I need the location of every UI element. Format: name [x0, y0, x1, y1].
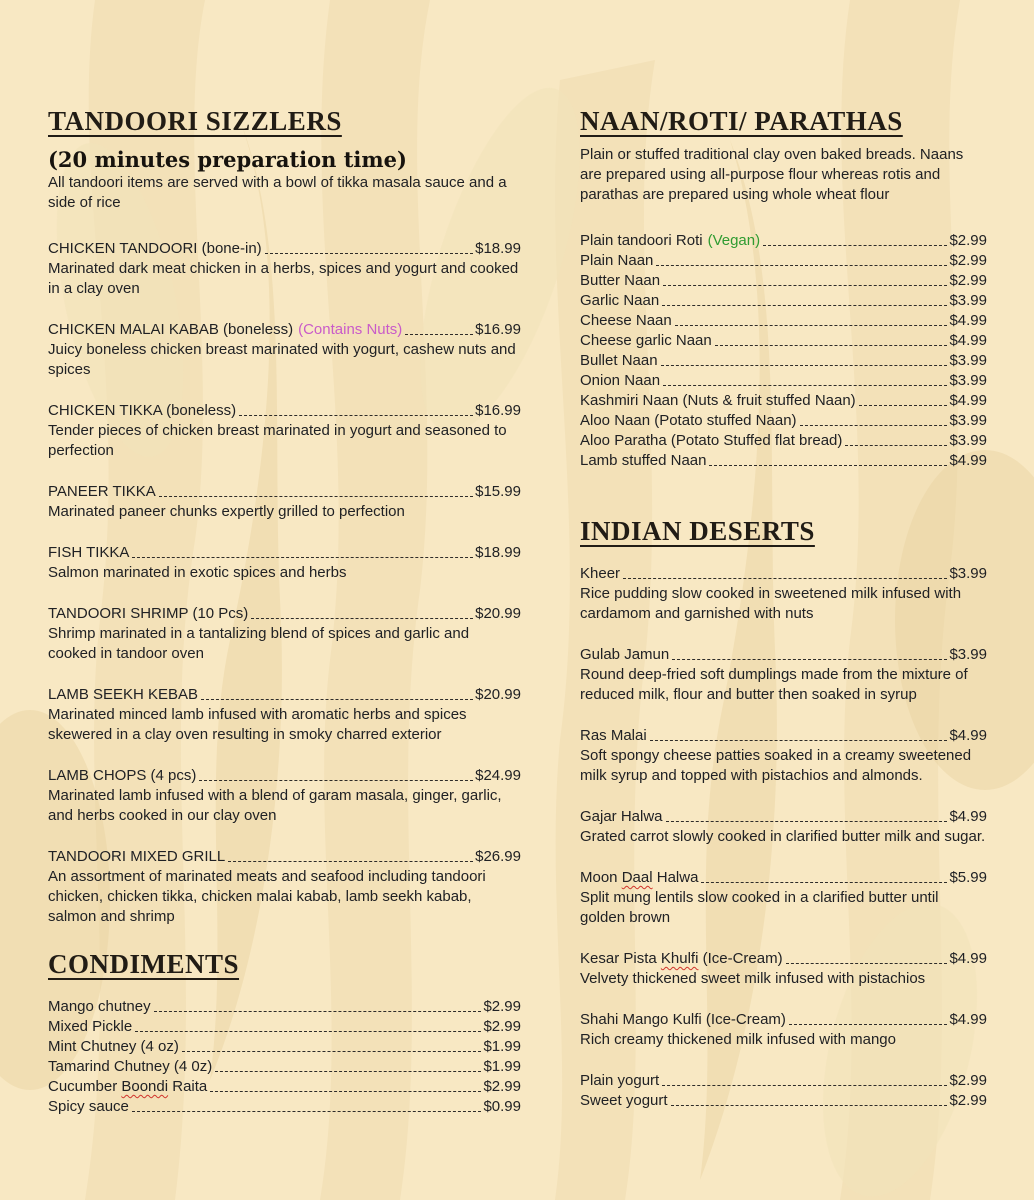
- menu-item: [48, 1037, 521, 1057]
- menu-item: [48, 1057, 521, 1077]
- section-title: NAAN/ROTI/ PARATHAS: [580, 106, 903, 136]
- item-price: $3.99: [949, 564, 987, 582]
- dotted-leader: [859, 405, 948, 406]
- item-price: $4.99: [949, 452, 987, 470]
- item-row: [580, 331, 987, 351]
- menu-item: [580, 291, 987, 311]
- item-row: [48, 320, 521, 340]
- item-name: CHICKEN TIKKA (boneless): [48, 402, 237, 420]
- item-price: $18.99: [475, 240, 521, 258]
- menu-item: [48, 401, 521, 461]
- item-name: Aloo Paratha (Potato Stuffed flat bread): [580, 432, 843, 450]
- menu-item: [48, 320, 521, 380]
- item-price: $2.99: [949, 252, 987, 270]
- item-name: Butter Naan: [580, 272, 661, 290]
- menu-item: [48, 997, 521, 1017]
- item-description: Rice pudding slow cooked in sweetened milk infused with cardamom and garnished with nuts: [580, 584, 962, 622]
- dotted-leader: [159, 496, 473, 497]
- item-row: [580, 231, 987, 251]
- menu-item: [580, 645, 987, 705]
- item-description: Salmon marinated in exotic spices and herbs: [48, 564, 347, 582]
- menu-item: [580, 564, 987, 624]
- dotted-leader: [675, 325, 948, 326]
- dotted-leader: [210, 1091, 481, 1092]
- item-price: $2.99: [949, 1071, 987, 1089]
- item-row: [580, 868, 987, 888]
- item-price: $0.99: [483, 1097, 521, 1115]
- item-name: Cucumber Boondi Raita: [48, 1077, 208, 1095]
- item-name: Kheer: [580, 564, 621, 582]
- menu-item: [580, 1091, 987, 1111]
- section-note: All tandoori items are served with a bowl of tikka masala sauce and a side of rice: [48, 174, 507, 212]
- item-name: Cheese garlic Naan: [580, 332, 712, 350]
- menu-item: [580, 351, 987, 371]
- dotted-leader: [715, 345, 948, 346]
- item-name: Plain yogurt: [580, 1071, 660, 1089]
- item-row: [580, 726, 987, 746]
- item-row: [48, 543, 521, 563]
- menu-item: [580, 1071, 987, 1091]
- menu-item: [580, 411, 987, 431]
- section-title: CONDIMENTS: [48, 949, 240, 980]
- dotted-leader: [228, 861, 473, 862]
- item-row: [48, 401, 521, 421]
- item-description: Velvety thickened sweet milk infused with pistachios: [580, 969, 926, 987]
- dotted-leader: [656, 265, 947, 266]
- item-name: FISH TIKKA: [48, 544, 130, 562]
- dotted-leader: [132, 557, 473, 558]
- dotted-leader: [623, 578, 947, 579]
- dotted-leader: [789, 1024, 948, 1025]
- item-name: Ras Malai: [580, 726, 647, 744]
- item-name: CHICKEN TANDOORI (bone-in): [48, 240, 262, 258]
- item-name: Kesar Pista Khulfi (Ice-Cream): [580, 949, 783, 967]
- item-row: [580, 311, 987, 331]
- dotted-leader: [662, 305, 947, 306]
- item-row: [580, 291, 987, 311]
- item-price: $2.99: [949, 232, 987, 250]
- item-price: $4.99: [949, 332, 987, 350]
- dotted-leader: [182, 1051, 482, 1052]
- section-subtitle: (20 minutes preparation time): [48, 147, 407, 173]
- item-name: Moon Daal Halwa: [580, 868, 699, 886]
- dotted-leader: [671, 1105, 948, 1106]
- menu-section: [580, 515, 987, 1110]
- item-row: [580, 351, 987, 371]
- menu-item: [48, 543, 521, 583]
- menu-item: [48, 1017, 521, 1037]
- menu-item: [48, 1097, 521, 1117]
- dotted-leader: [800, 425, 948, 426]
- item-price: $20.99: [475, 605, 521, 623]
- item-name: Spicy sauce: [48, 1097, 129, 1115]
- dotted-leader: [661, 365, 948, 366]
- dotted-leader: [199, 780, 473, 781]
- menu-item: [580, 1010, 987, 1050]
- item-description: Tender pieces of chicken breast marinated in yogurt and seasoned to perfection: [48, 422, 507, 460]
- item-price: $1.99: [483, 1057, 521, 1075]
- dotted-leader: [201, 699, 473, 700]
- dotted-leader: [666, 821, 948, 822]
- item-name: Gajar Halwa: [580, 807, 663, 825]
- item-price: $2.99: [483, 997, 521, 1015]
- item-description: Marinated dark meat chicken in a herbs, spices and yogurt and cooked in a clay oven: [48, 260, 519, 298]
- dotted-leader: [701, 882, 947, 883]
- item-row: [580, 1071, 987, 1091]
- item-row: [580, 371, 987, 391]
- dotted-leader: [132, 1111, 482, 1112]
- item-price: $18.99: [475, 544, 521, 562]
- section-title: INDIAN DESERTS: [580, 516, 815, 547]
- item-name: Onion Naan: [580, 372, 661, 390]
- item-price: $3.99: [949, 372, 987, 390]
- item-row: [48, 604, 521, 624]
- item-row: [580, 391, 987, 411]
- item-price: $2.99: [483, 1017, 521, 1035]
- dotted-leader: [405, 334, 473, 335]
- left-column: [48, 105, 521, 1117]
- menu-item: [48, 847, 521, 927]
- menu-section: [48, 105, 521, 927]
- item-row: [580, 451, 987, 471]
- item-name: Shahi Mango Kulfi (Ice-Cream): [580, 1010, 786, 1028]
- dotted-leader: [251, 618, 473, 619]
- item-price: $3.99: [949, 292, 987, 310]
- item-price: $2.99: [949, 1091, 987, 1109]
- item-name: Mint Chutney (4 oz): [48, 1037, 179, 1055]
- item-price: $4.99: [949, 726, 987, 744]
- item-name: Bullet Naan: [580, 352, 658, 370]
- dotted-leader: [135, 1031, 481, 1032]
- item-row: [580, 949, 987, 969]
- item-price: $4.99: [949, 312, 987, 330]
- right-column: [580, 105, 987, 1111]
- item-description: Juicy boneless chicken breast marinated with yogurt, cashew nuts and spices: [48, 341, 516, 379]
- item-name: Plain Naan: [580, 252, 654, 270]
- menu-item: [580, 726, 987, 786]
- dotted-leader: [154, 1011, 482, 1012]
- dotted-leader: [215, 1071, 481, 1072]
- item-row: [48, 997, 521, 1017]
- misspelled-word: Daal: [621, 868, 653, 886]
- item-name: Cheese Naan: [580, 312, 672, 330]
- item-name: Mixed Pickle: [48, 1017, 133, 1035]
- menu-item: [48, 1077, 521, 1097]
- item-name: LAMB SEEKH KEBAB: [48, 686, 199, 704]
- item-row: [48, 685, 521, 705]
- item-price: $4.99: [949, 949, 987, 967]
- item-row: [48, 1037, 521, 1057]
- menu-section: [48, 948, 521, 1116]
- item-price: $2.99: [949, 272, 987, 290]
- menu-item: [580, 331, 987, 351]
- item-description: Round deep-fried soft dumplings made from the mixture of reduced milk, flour and butter then soaked in syrup: [580, 665, 968, 703]
- item-name: TANDOORI MIXED GRILL: [48, 848, 226, 866]
- item-row: [48, 1077, 521, 1097]
- section-note: Plain or stuffed traditional clay oven baked breads. Naans are prepared using all-purpose flour whereas rotis and parathas are prepared using whole wheat flour: [580, 146, 964, 204]
- menu-item: [580, 231, 987, 251]
- dotted-leader: [663, 385, 947, 386]
- item-name: Garlic Naan: [580, 292, 660, 310]
- menu-item: [48, 766, 521, 826]
- menu-item: [48, 604, 521, 664]
- item-row: [48, 847, 521, 867]
- item-price: $3.99: [949, 432, 987, 450]
- item-price: $15.99: [475, 483, 521, 501]
- item-price: $4.99: [949, 807, 987, 825]
- item-price: $20.99: [475, 686, 521, 704]
- menu-item: [580, 807, 987, 847]
- menu-item: [580, 311, 987, 331]
- item-row: [580, 431, 987, 451]
- menu-item: [580, 431, 987, 451]
- dotted-leader: [265, 253, 473, 254]
- item-name: Gulab Jamun: [580, 645, 670, 663]
- menu-item: [580, 371, 987, 391]
- dotted-leader: [650, 740, 948, 741]
- dotted-leader: [845, 445, 947, 446]
- item-description: Split mung lentils slow cooked in a clarified butter until golden brown: [580, 888, 939, 926]
- item-row: [580, 411, 987, 431]
- item-price: $1.99: [483, 1037, 521, 1055]
- item-name: TANDOORI SHRIMP (10 Pcs): [48, 605, 249, 623]
- item-name: Kashmiri Naan (Nuts & fruit stuffed Naan): [580, 392, 856, 410]
- menu-item: [48, 685, 521, 745]
- item-row: [580, 1091, 987, 1111]
- menu-item: [580, 251, 987, 271]
- item-name: Sweet yogurt: [580, 1091, 668, 1109]
- item-description: An assortment of marinated meats and seafood including tandoori chicken, chicken tikka, chicken malai kabab, lamb seekh kabab, salmon and shrimp: [48, 868, 486, 926]
- menu-item: [580, 868, 987, 928]
- item-description: Rich creamy thickened milk infused with mango: [580, 1030, 896, 1048]
- menu-section: [580, 105, 987, 471]
- item-description: Marinated paneer chunks expertly grilled to perfection: [48, 503, 405, 521]
- item-name: CHICKEN MALAI KABAB (boneless): [48, 321, 294, 339]
- dotted-leader: [786, 963, 948, 964]
- dotted-leader: [763, 245, 947, 246]
- item-name: PANEER TIKKA: [48, 483, 156, 501]
- item-name: Aloo Naan (Potato stuffed Naan): [580, 412, 797, 430]
- item-name: Mango chutney: [48, 997, 151, 1015]
- item-row: [580, 645, 987, 665]
- dotted-leader: [662, 1085, 947, 1086]
- dotted-leader: [672, 659, 947, 660]
- item-row: [48, 1017, 521, 1037]
- item-price: $2.99: [483, 1077, 521, 1095]
- item-price: $5.99: [949, 868, 987, 886]
- item-price: $3.99: [949, 645, 987, 663]
- item-row: [580, 251, 987, 271]
- item-row: [48, 239, 521, 259]
- item-name: Plain tandoori Roti: [580, 232, 703, 250]
- item-row: [580, 271, 987, 291]
- dotted-leader: [709, 465, 947, 466]
- dietary-tag: (Vegan): [707, 232, 761, 250]
- item-price: $16.99: [475, 402, 521, 420]
- menu-item: [580, 391, 987, 411]
- menu-item: [580, 271, 987, 291]
- item-price: $3.99: [949, 412, 987, 430]
- item-row: [580, 1010, 987, 1030]
- menu-item: [48, 239, 521, 299]
- item-description: Marinated minced lamb infused with aromatic herbs and spices skewered in a clay oven resulting in smoky charred exterior: [48, 706, 467, 744]
- item-row: [48, 482, 521, 502]
- item-name: Tamarind Chutney (4 0z): [48, 1057, 213, 1075]
- item-price: $16.99: [475, 321, 521, 339]
- item-price: $3.99: [949, 352, 987, 370]
- item-price: $4.99: [949, 392, 987, 410]
- dietary-tag: (Contains Nuts): [298, 321, 403, 339]
- item-price: $4.99: [949, 1010, 987, 1028]
- item-description: Marinated lamb infused with a blend of garam masala, ginger, garlic, and herbs cooked in our clay oven: [48, 787, 502, 825]
- item-name: Lamb stuffed Naan: [580, 452, 707, 470]
- item-description: Grated carrot slowly cooked in clarified butter milk and sugar.: [580, 827, 986, 845]
- dotted-leader: [239, 415, 473, 416]
- item-price: $24.99: [475, 767, 521, 785]
- menu-item: [48, 482, 521, 522]
- item-row: [48, 1057, 521, 1077]
- item-name: LAMB CHOPS (4 pcs): [48, 767, 197, 785]
- menu-item: [580, 949, 987, 989]
- misspelled-word: Boondi: [121, 1077, 169, 1095]
- item-price: $26.99: [475, 848, 521, 866]
- dotted-leader: [663, 285, 947, 286]
- item-description: Soft spongy cheese patties soaked in a creamy sweetened milk syrup and topped with pistachios and almonds.: [580, 746, 972, 784]
- item-row: [48, 766, 521, 786]
- menu-item: [580, 451, 987, 471]
- item-description: Shrimp marinated in a tantalizing blend of spices and garlic and cooked in tandoor oven: [48, 625, 470, 663]
- item-row: [48, 1097, 521, 1117]
- section-title: TANDOORI SIZZLERS: [48, 106, 342, 136]
- item-row: [580, 807, 987, 827]
- item-row: [580, 564, 987, 584]
- misspelled-word: Khulfi: [660, 949, 699, 967]
